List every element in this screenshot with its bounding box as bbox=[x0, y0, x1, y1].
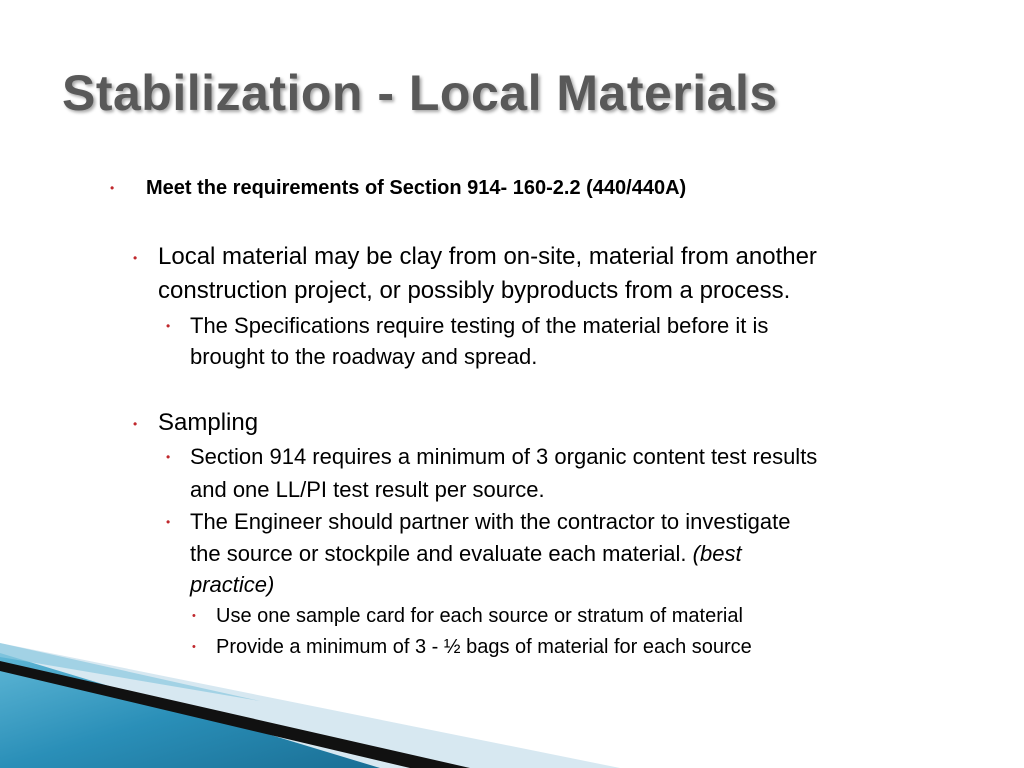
bullet-marker: • bbox=[166, 515, 171, 529]
best-practice-note-cont: practice) bbox=[190, 572, 275, 597]
bullet-engineer-line2 bbox=[190, 538, 742, 569]
bullet-engineer-line2-text: the source or stockpile and evaluate each material. bbox=[190, 541, 687, 566]
corner-swoosh-decoration bbox=[0, 643, 620, 768]
bullet-bags-of-material: Provide a minimum of 3 - ½ bags of material for each source bbox=[216, 636, 752, 658]
bullet-marker: • bbox=[133, 417, 138, 431]
bullet-engineer-line1: The Engineer should partner with the contractor to investigate bbox=[190, 509, 791, 534]
slide-title: Stabilization - Local Materials bbox=[62, 65, 778, 121]
bullet-marker: • bbox=[192, 610, 196, 622]
bullet-local-material-line1: Local material may be clay from on-site, material from another bbox=[158, 243, 817, 270]
bullet-sampling: Sampling bbox=[158, 409, 259, 436]
bullet-specifications-line1: The Specifications require testing of the material before it is bbox=[190, 313, 769, 338]
bullet-meet-requirements: Meet the requirements of Section 914- 160-2.2 (440/440A) bbox=[146, 177, 687, 199]
bullet-marker: • bbox=[192, 641, 196, 653]
bullet-marker: • bbox=[133, 251, 138, 265]
bullet-marker: • bbox=[166, 450, 171, 464]
bullet-specifications-line2: brought to the roadway and spread. bbox=[190, 344, 538, 369]
bullet-section-914-line2: and one LL/PI test result per source. bbox=[190, 477, 545, 502]
bullet-local-material-line2: construction project, or possibly byproducts from a process. bbox=[158, 277, 791, 304]
bullet-sample-card: Use one sample card for each source or stratum of material bbox=[216, 605, 743, 627]
best-practice-note: (best bbox=[692, 541, 742, 566]
bullet-marker: • bbox=[110, 181, 115, 195]
bullet-section-914-line1: Section 914 requires a minimum of 3 organic content test results bbox=[190, 444, 818, 469]
bullet-marker: • bbox=[166, 319, 171, 333]
